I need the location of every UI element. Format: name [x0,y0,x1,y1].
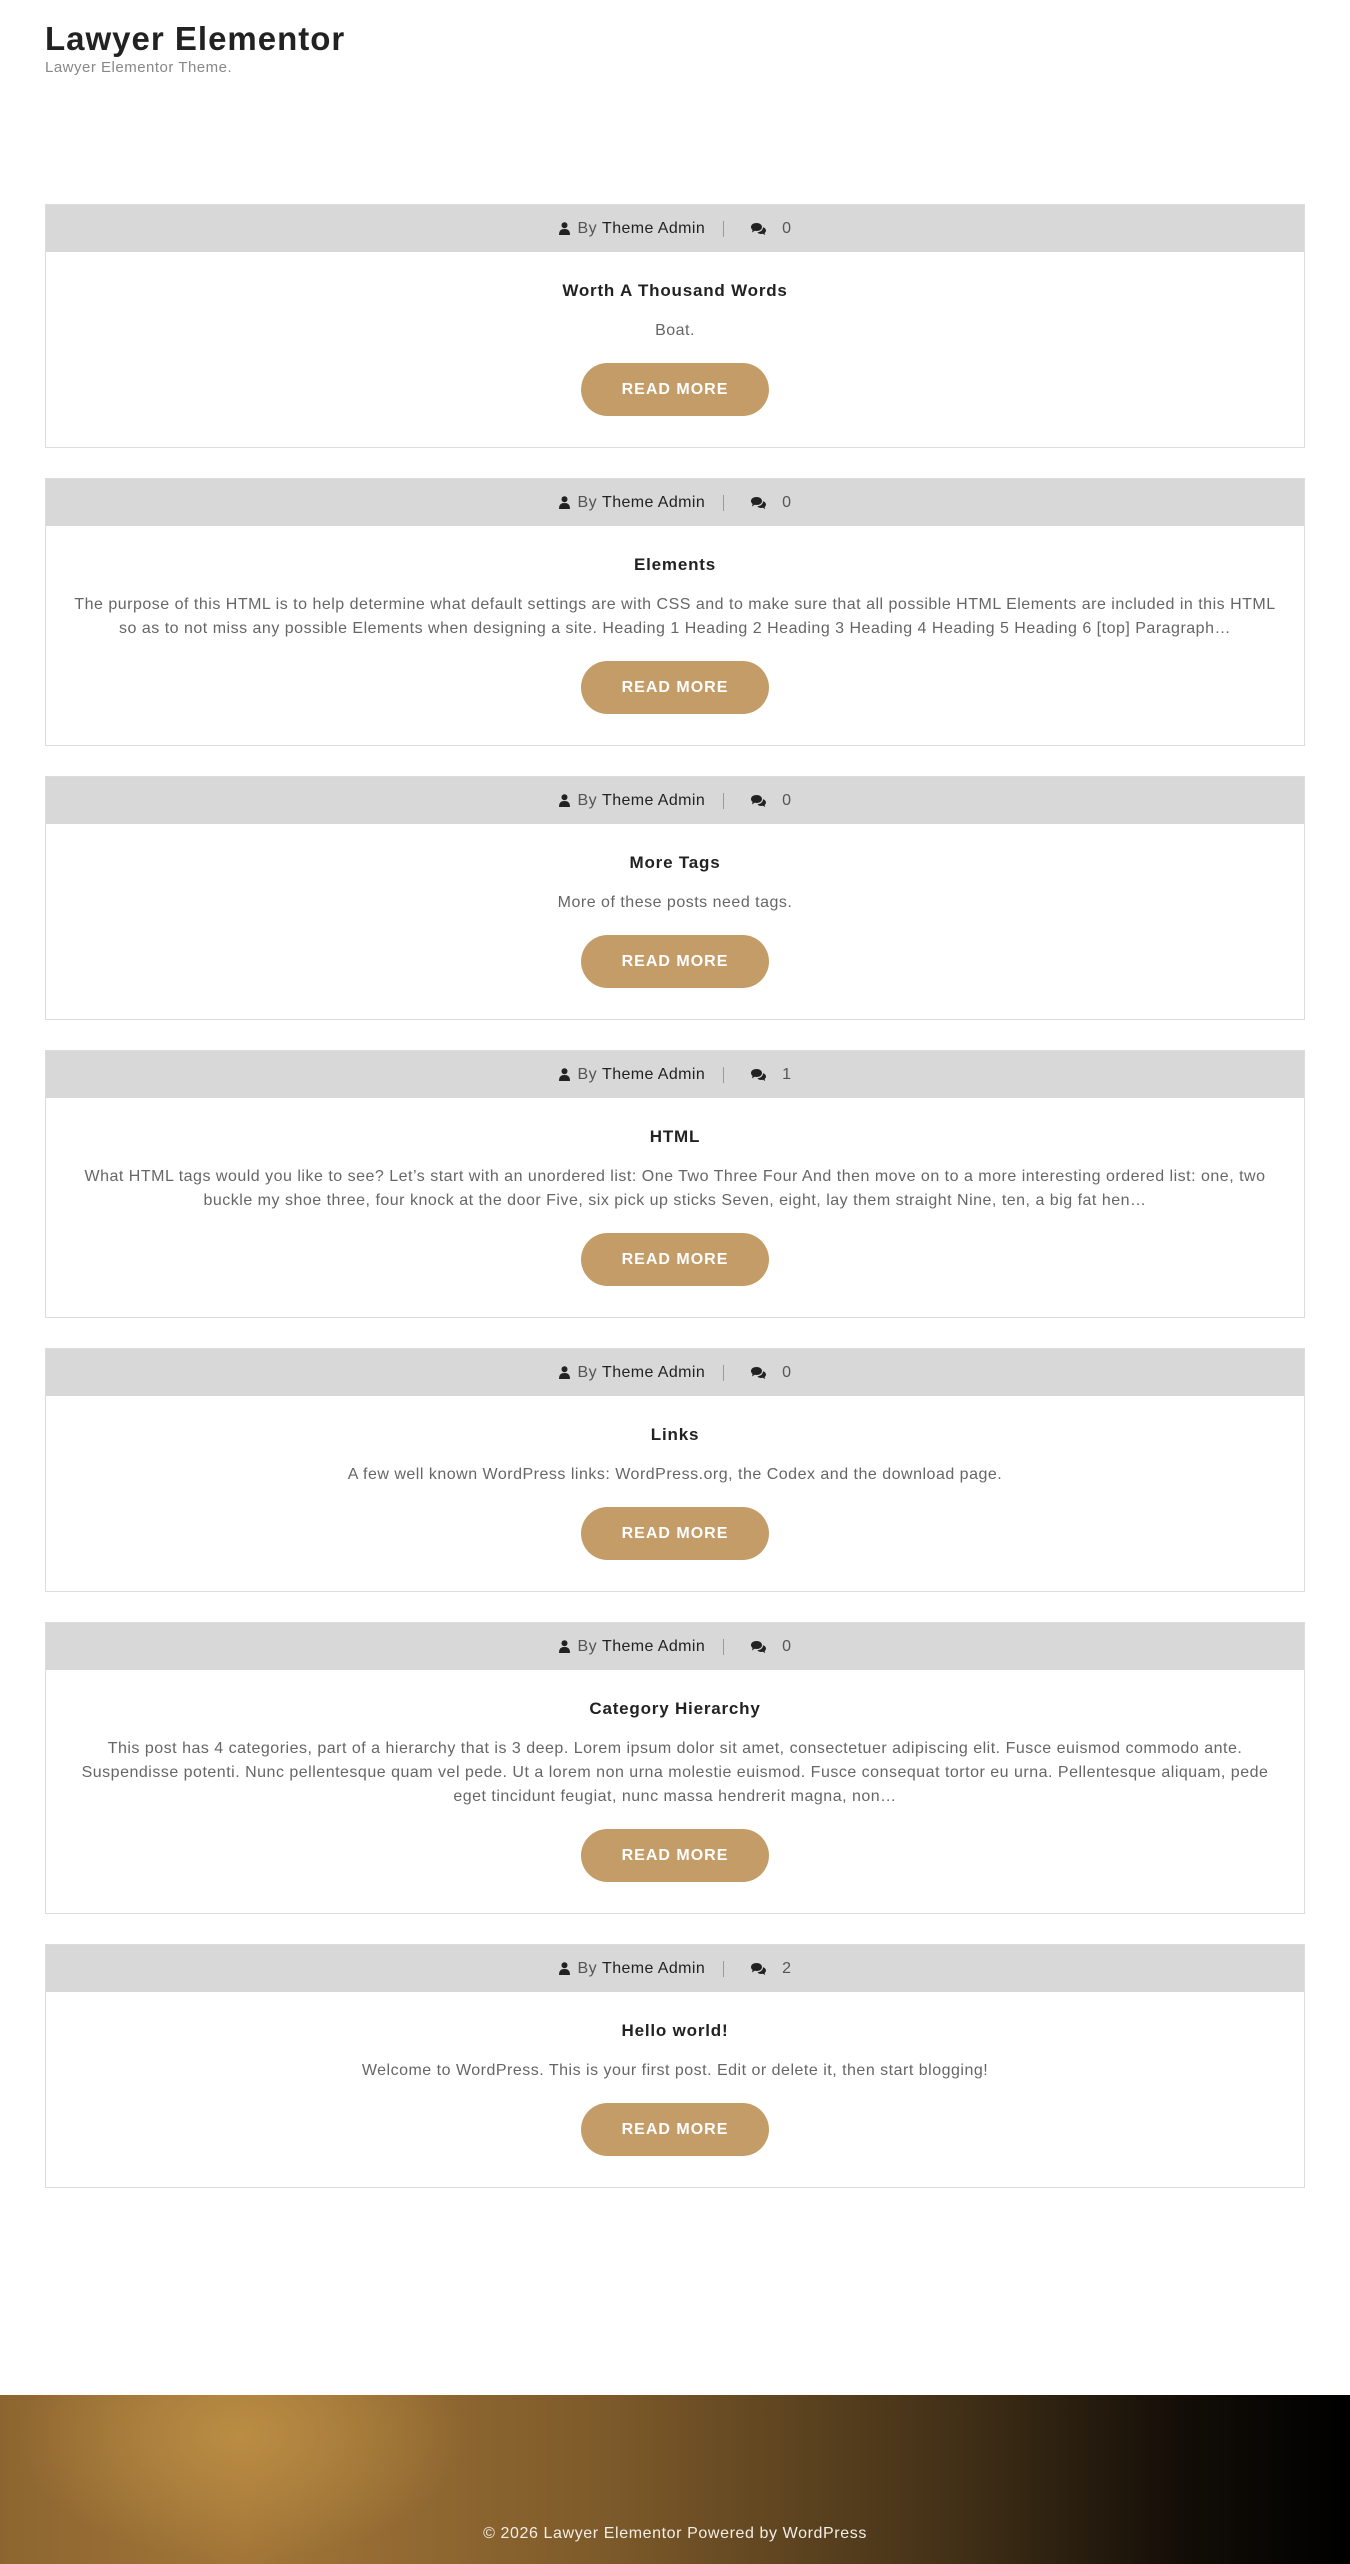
post-comments[interactable] [750,1066,791,1084]
post-title[interactable]: More Tags [629,853,721,872]
comment-count: 0 [782,791,792,809]
post-body [46,1098,1304,1317]
post-body [46,1992,1304,2187]
post-comments[interactable] [750,1960,791,1978]
post-comments[interactable] [750,220,791,238]
post-author-prefix: By [577,1363,598,1381]
footer-copyright: © 2026 Lawyer Elementor Powered by WordPress [483,2525,867,2542]
post-author-prefix: By [577,1065,598,1083]
post-title[interactable]: Hello world! [621,2021,729,2040]
post-comments[interactable] [750,792,791,810]
post-title[interactable]: Elements [634,555,716,574]
post-author-link[interactable]: Theme Admin [602,493,706,511]
post-title[interactable]: Category Hierarchy [589,1699,761,1718]
post-author-link[interactable]: Theme Admin [602,1959,706,1977]
post-meta-bar [46,1051,1304,1098]
comments-icon [750,1962,767,1975]
post-meta-bar [46,777,1304,824]
post-comments[interactable] [750,494,791,512]
post-author [559,1364,706,1382]
site-footer [0,2395,1350,2564]
post-excerpt: What HTML tags would you like to see? Let’s start with an unordered list: One Two Three Four And then move on to a more interesting ordered list: one, two buckle my shoe three, four knock at the door Five, six pick up sticks Seven, eight, lay them straight Nine, ten, a big fat hen… [84,1168,1266,1209]
meta-divider [723,221,724,237]
post-author [559,1066,706,1084]
post-author-link[interactable]: Theme Admin [602,219,706,237]
meta-divider [723,1961,724,1977]
post-author-prefix: By [577,1959,598,1977]
meta-divider [723,495,724,511]
post-meta-bar [46,479,1304,526]
user-icon [559,1640,570,1653]
post-card [45,1944,1305,2188]
post-author-link[interactable]: Theme Admin [602,791,706,809]
post-list [45,204,1305,2218]
comment-count: 0 [782,1637,792,1655]
post-author-link[interactable]: Theme Admin [602,1637,706,1655]
post-author-prefix: By [577,493,598,511]
post-card [45,204,1305,448]
post-comments[interactable] [750,1638,791,1656]
post-author-prefix: By [577,219,598,237]
read-more-button[interactable]: READ MORE [581,661,769,714]
post-author-prefix: By [577,1637,598,1655]
comments-icon [750,222,767,235]
post-author-link[interactable]: Theme Admin [602,1363,706,1381]
post-meta-bar [46,1349,1304,1396]
user-icon [559,222,570,235]
post-body [46,1396,1304,1591]
site-header [45,20,345,78]
site-description: Lawyer Elementor Theme. [45,59,233,76]
post-author [559,220,706,238]
post-card [45,776,1305,1020]
post-excerpt: A few well known WordPress links: WordPress.org, the Codex and the download page. [347,1466,1003,1483]
meta-divider [723,1067,724,1083]
meta-divider [723,1365,724,1381]
post-meta-bar [46,1623,1304,1670]
read-more-button[interactable]: READ MORE [581,2103,769,2156]
post-card [45,478,1305,746]
comments-icon [750,1640,767,1653]
post-card [45,1050,1305,1318]
post-comments[interactable] [750,1364,791,1382]
read-more-button[interactable]: READ MORE [581,935,769,988]
post-author-prefix: By [577,791,598,809]
site-title[interactable]: Lawyer Elementor [45,20,346,57]
post-card [45,1622,1305,1914]
meta-divider [723,1639,724,1655]
post-excerpt: Boat. [655,322,695,339]
user-icon [559,1366,570,1379]
post-meta-bar [46,1945,1304,1992]
user-icon [559,1962,570,1975]
comments-icon [750,496,767,509]
post-author-link[interactable]: Theme Admin [602,1065,706,1083]
post-body [46,252,1304,447]
post-body [46,526,1304,745]
post-excerpt: More of these posts need tags. [557,894,793,911]
read-more-button[interactable]: READ MORE [581,1829,769,1882]
user-icon [559,1068,570,1081]
post-body [46,1670,1304,1913]
comment-count: 0 [782,219,792,237]
meta-divider [723,793,724,809]
post-author [559,1960,706,1978]
comment-count: 0 [782,1363,792,1381]
post-body [46,824,1304,1019]
post-author [559,792,706,810]
read-more-button[interactable]: READ MORE [581,1233,769,1286]
post-author [559,1638,706,1656]
read-more-button[interactable]: READ MORE [581,363,769,416]
post-title[interactable]: Links [650,1425,700,1444]
post-excerpt: This post has 4 categories, part of a hierarchy that is 3 deep. Lorem ipsum dolor sit amet, consectetuer adipiscing elit. Fusce euismod commodo ante. Suspendisse potenti. Nunc pellentesque quam vel pede. Ut a lorem non urna molestie euismod. Fusce consequat tortor eu urna. Pellentesque aliquam, pede eget tincidunt feugiat, nunc massa hendrerit magna, non… [81,1740,1269,1805]
post-title[interactable]: Worth A Thousand Words [562,281,788,300]
user-icon [559,794,570,807]
user-icon [559,496,570,509]
comments-icon [750,1366,767,1379]
comment-count: 0 [782,493,792,511]
comments-icon [750,794,767,807]
post-meta-bar [46,205,1304,252]
post-excerpt: Welcome to WordPress. This is your first post. Edit or delete it, then start blogging! [361,2062,989,2079]
post-author [559,494,706,512]
comment-count: 1 [782,1065,792,1083]
read-more-button[interactable]: READ MORE [581,1507,769,1560]
post-title[interactable]: HTML [649,1127,701,1146]
post-excerpt: The purpose of this HTML is to help determine what default settings are with CSS and to make sure that all possible HTML Elements are included in this HTML so as to not miss any possible Elements when designing a site. Heading 1 Heading 2 Heading 3 Heading 4 Heading 5 Heading 6 [top] Paragraph… [74,596,1276,637]
post-card [45,1348,1305,1592]
comments-icon [750,1068,767,1081]
comment-count: 2 [782,1959,792,1977]
